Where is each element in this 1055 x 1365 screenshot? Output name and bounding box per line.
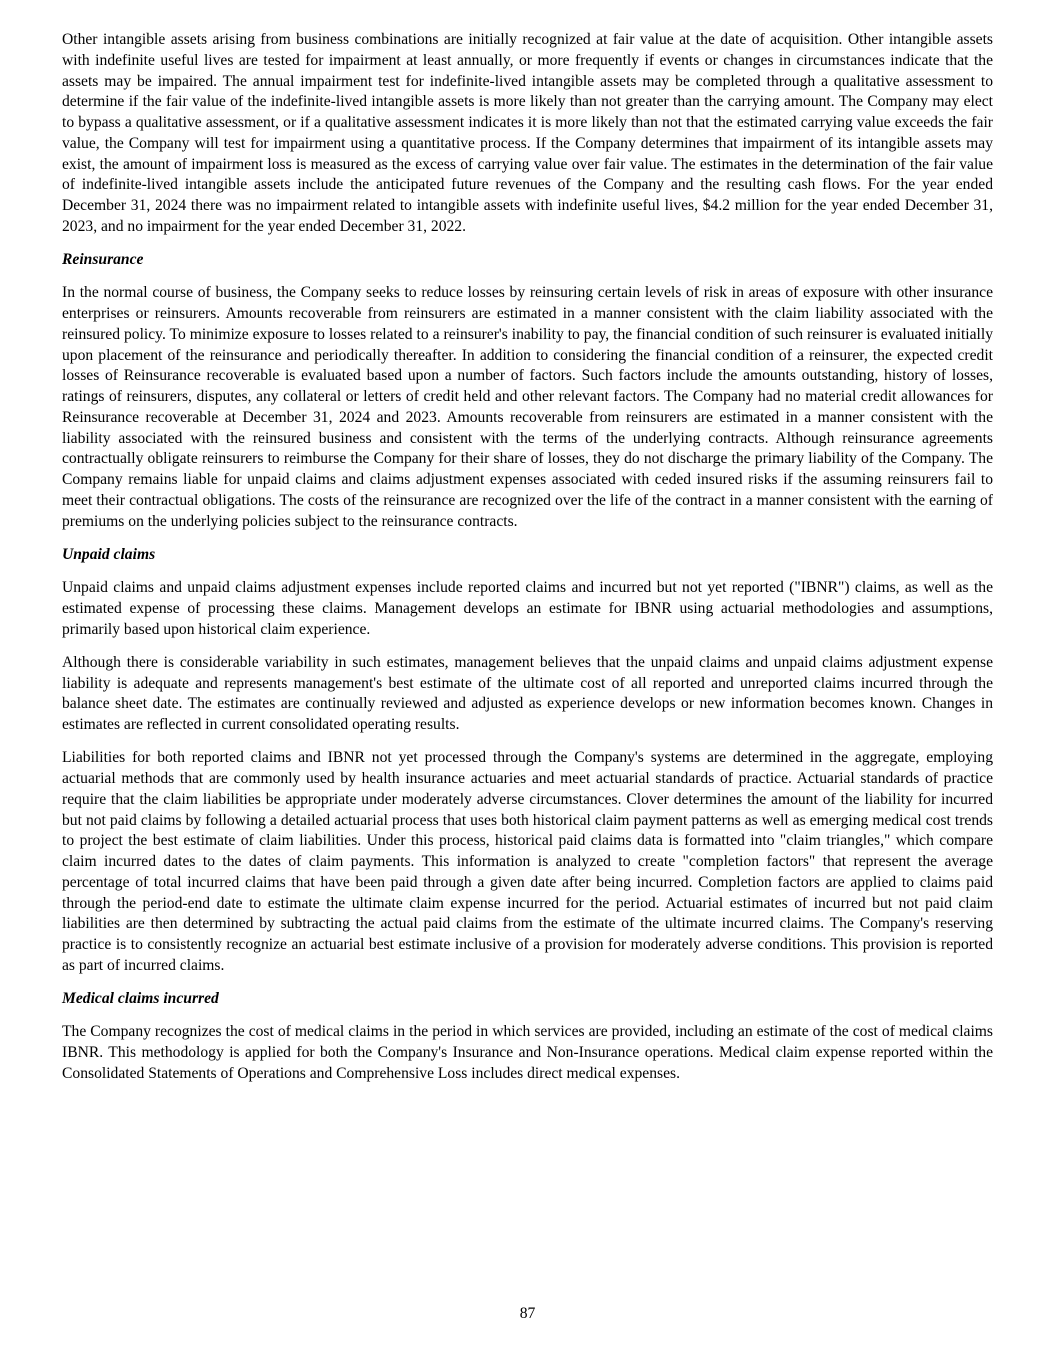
section-heading-reinsurance: Reinsurance — [62, 251, 144, 268]
unpaid-claims-paragraph-2: Although there is considerable variability in such estimates, management believes that the unpaid claims and unpaid claims adjustment expense liability is adequate and represents management's best estimate of the ultimate cost of all reported and unreported claims incurred through the balance sheet date. The estimates are continually reviewed and adjusted as experience develops or new information becomes known. Changes in estimates are reflected in current consolidated operating results. — [62, 653, 993, 733]
reinsurance-paragraph: In the normal course of business, the Company seeks to reduce losses by reinsuring certain levels of risk in areas of exposure with other insurance enterprises or reinsurers. Amounts recoverable from reinsurers are estimated in a manner consistent with the claim liability associated with the reinsured policy. To minimize exposure to losses related to a reinsurer's inability to pay, the financial condition of such reinsurer is evaluated initially upon placement of the reinsurance and periodically thereafter. In addition to considering the financial condition of a reinsurer, the expected credit losses of Reinsurance recoverable is evaluated based upon a number of factors. Such factors include the amounts outstanding, history of losses, ratings of reinsurers, disputes, any collateral or letters of credit held and other relevant factors. The Company had no material credit allowances for Reinsurance recoverable at December 31, 2024 and 2023. Amounts recoverable from reinsurers are estimated in a manner consistent with the liability associated with the reinsured business and consistent with the terms of the underlying contracts. Although reinsurance agreements contractually obligate reinsurers to reimburse the Company for their share of losses, they do not discharge the primary liability of the Company. The Company remains liable for unpaid claims and claims adjustment expenses associated with ceded insured risks if the assuming reinsurers fail to meet their contractual obligations. The costs of the reinsurance are recognized over the life of the contract in a manner consistent with the earning of premiums on the underlying policies subject to the reinsurance contracts. — [62, 284, 993, 530]
unpaid-claims-paragraph-1: Unpaid claims and unpaid claims adjustment expenses include reported claims and incurred but not yet reported ("IBNR") claims, as well as the estimated expense of processing these claims. Management develops an estimate for IBNR using actuarial methodologies and assumptions, primarily based upon historical claim experience. — [62, 579, 993, 638]
intangible-assets-paragraph: Other intangible assets arising from business combinations are initially recognized at fair value at the date of acquisition. Other intangible assets with indefinite useful lives are tested for impairment at least annually, or more frequently if events or changes in circumstances indicate that the assets may be impaired. The annual impairment test for indefinite-lived intangible assets may be completed through a qualitative assessment to determine if the fair value of the indefinite-lived intangible assets is more likely than not greater than the carrying amount. The Company may elect to bypass a qualitative assessment, or if a qualitative assessment indicates it is more likely than not that the estimated carrying value exceeds the fair value, the Company will test for impairment using a quantitative process. If the Company determines that impairment of its intangible assets may exist, the amount of impairment loss is measured as the excess of carrying value over fair value. The estimates in the determination of the fair value of indefinite-lived intangible assets include the anticipated future revenues of the Company and the resulting cash flows. For the year ended December 31, 2024 there was no impairment related to intangible assets with indefinite useful lives, $4.2 million for the year ended December 31, 2023, and no impairment for the year ended December 31, 2022. — [62, 31, 993, 235]
page-number: 87 — [519, 1305, 536, 1322]
section-heading-medical-claims-incurred: Medical claims incurred — [62, 990, 219, 1007]
medical-claims-incurred-section — [62, 989, 993, 1085]
document-page — [62, 30, 993, 1097]
section-heading-unpaid-claims: Unpaid claims — [62, 545, 156, 563]
medical-claims-incurred-paragraph: The Company recognizes the cost of medical claims in the period in which services are provided, including an estimate of the cost of medical claims IBNR. This methodology is applied for both the Company's Insurance and Non-Insurance operations. Medical claim expense reported within the Consolidated Statements of Operations and Comprehensive Loss includes direct medical expenses. — [62, 1023, 993, 1082]
reinsurance-section — [62, 250, 993, 532]
unpaid-claims-paragraph-3: Liabilities for both reported claims and IBNR not yet processed through the Company's systems are determined in the aggregate, employing actuarial methods that are commonly used by health insurance actuaries and meet actuarial standards of practice. Actuarial standards of practice require that the claim liabilities be appropriate under moderately adverse circumstances. Clover determines the amount of the liability for incurred but not paid claims by following a detailed actuarial process that uses both historical claim payment patterns as well as emerging medical cost trends to project the best estimate of claim liabilities. Under this process, historical paid claims data is formatted into "claim triangles," which compare claim incurred dates to the dates of claim payments. This information is analyzed to create "completion factors" that represent the average percentage of total incurred claims that have been paid through a given date after being incurred. Completion factors are applied to claims paid through the period-end date to estimate the ultimate claim expense incurred for the period. Actuarial estimates of incurred but not paid claim liabilities are then determined by subtracting the actual paid claims from the estimate of the ultimate incurred claims. The Company's reserving practice is to consistently recognize an actuarial best estimate inclusive of a provision for moderately adverse conditions. This provision is reported as part of incurred claims. — [62, 749, 993, 974]
unpaid-claims-section — [62, 545, 993, 977]
